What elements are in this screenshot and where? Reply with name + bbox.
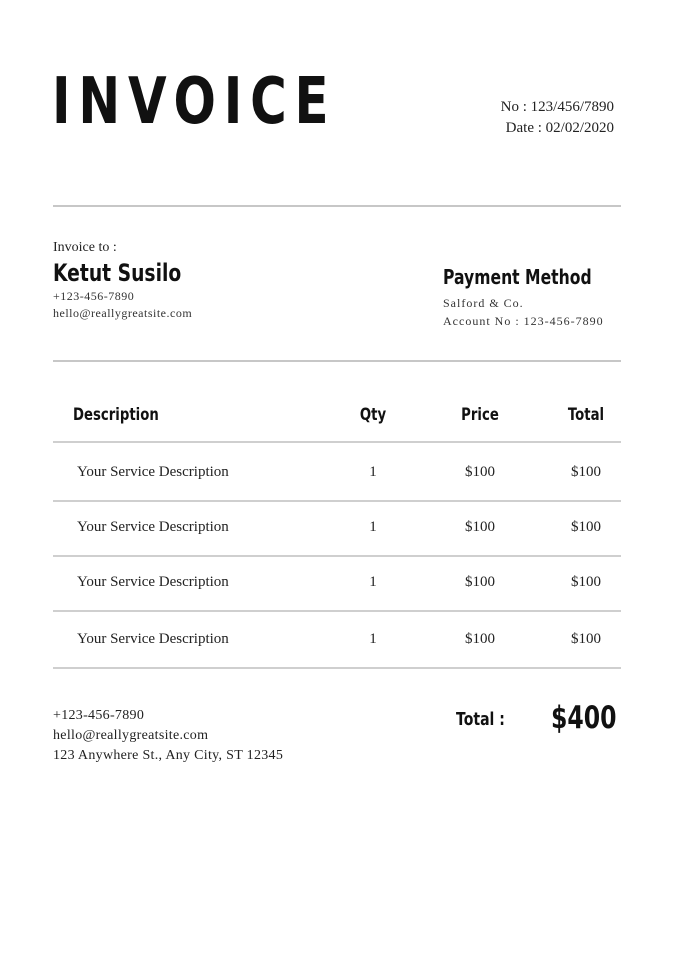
table-row — [0, 461, 680, 483]
column-header-total: Total — [567, 405, 605, 425]
row-description: Your Service Description — [77, 631, 229, 647]
footer-email: hello@reallygreatsite.com — [53, 728, 209, 743]
column-header-price: Price — [461, 405, 499, 425]
divider-top — [53, 205, 621, 207]
invoice-number: No : 123/456/7890 — [500, 99, 614, 115]
row-qty: 1 — [369, 631, 377, 647]
invoice-date: Date : 02/02/2020 — [505, 120, 614, 136]
table-row — [0, 571, 680, 593]
table-row — [0, 516, 680, 538]
grand-total-label: Total : — [456, 709, 505, 730]
table-row-divider — [53, 500, 621, 502]
row-qty: 1 — [369, 464, 377, 480]
payment-bank: Salford & Co. — [443, 296, 524, 310]
table-row — [0, 628, 680, 650]
row-price: $100 — [465, 464, 495, 480]
footer-contact — [53, 706, 283, 766]
column-header-description: Description — [73, 405, 159, 425]
table-bottom-divider — [53, 667, 621, 669]
invoice-title: INVOICE — [52, 65, 337, 139]
grand-total-value: $400 — [551, 700, 617, 736]
table-row-divider — [53, 610, 621, 612]
row-description: Your Service Description — [77, 464, 229, 480]
payment-method-section — [443, 265, 634, 330]
row-description: Your Service Description — [77, 574, 229, 590]
bill-to-section — [53, 240, 217, 322]
client-email: hello@reallygreatsite.com — [53, 306, 193, 320]
row-description: Your Service Description — [77, 519, 229, 535]
divider-middle — [53, 360, 621, 362]
invoice-meta — [501, 97, 614, 139]
payment-method-title: Payment Method — [443, 265, 592, 289]
column-header-qty: Qty — [359, 405, 387, 425]
table-header-divider — [53, 441, 621, 443]
row-qty: 1 — [369, 574, 377, 590]
row-price: $100 — [465, 519, 495, 535]
client-phone: +123-456-7890 — [53, 289, 135, 303]
row-total: $100 — [571, 631, 601, 647]
row-price: $100 — [465, 631, 495, 647]
row-total: $100 — [571, 464, 601, 480]
payment-account: Account No : 123-456-7890 — [443, 314, 604, 328]
footer-phone: +123-456-7890 — [53, 708, 145, 723]
row-price: $100 — [465, 574, 495, 590]
row-total: $100 — [571, 574, 601, 590]
footer-address: 123 Anywhere St., Any City, ST 12345 — [53, 748, 284, 763]
table-row-divider — [53, 555, 621, 557]
row-total: $100 — [571, 519, 601, 535]
bill-to-label: Invoice to : — [53, 240, 117, 255]
client-name: Ketut Susilo — [53, 259, 182, 287]
row-qty: 1 — [369, 519, 377, 535]
